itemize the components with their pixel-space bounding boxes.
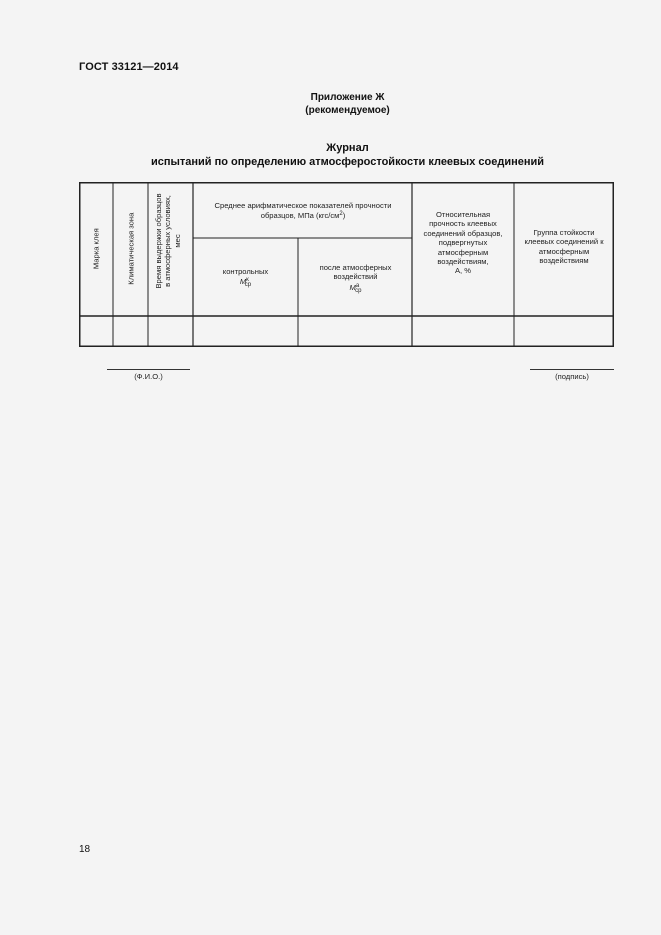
signature-line-name — [107, 369, 190, 370]
col-header-mean-strength — [197, 201, 409, 221]
col-header-after-exposure — [303, 263, 408, 296]
exposure-time-line-1: Время выдержки образцов — [154, 193, 163, 289]
after-sub: ср — [355, 287, 362, 294]
caption-full-name: (Ф.И.О.) — [134, 372, 163, 381]
control-sup: к — [246, 277, 249, 284]
after-symbol-group — [303, 282, 408, 296]
journal-title: Журнал — [326, 142, 369, 154]
mean-strength-sup: 2 — [339, 211, 343, 218]
annex-heading — [0, 91, 661, 117]
col-header-exposure-time — [154, 174, 186, 308]
journal-heading — [0, 141, 661, 169]
col-header-relative-strength — [421, 210, 505, 276]
relative-strength-symbol: A, % — [454, 266, 472, 276]
relative-strength-label: Относительная прочность клеевых соединений образцов, подвергнутых атмосферным воздействиям, — [423, 210, 503, 267]
journal-subtitle: испытаний по определению атмосферостойкости клеевых соединений — [150, 156, 545, 168]
exposure-time-line-2: в атмосферных условиях, — [163, 195, 173, 287]
after-exposure-label: после атмосферных воздействий — [319, 263, 392, 282]
mean-strength-text: Среднее арифматическое показателей прочности образцов, МПа (кгс/см — [214, 201, 392, 221]
col-header-climate-zone: Климатическая зона — [126, 212, 136, 285]
caption-signature: (подпись) — [555, 372, 589, 381]
exposure-time-line-3: мес — [172, 234, 182, 248]
control-sub: ср — [244, 282, 252, 289]
annex-title: Приложение Ж — [310, 92, 385, 103]
journal-table — [79, 182, 614, 347]
mean-strength-end: ) — [342, 211, 346, 221]
control-symbol-group — [197, 276, 294, 290]
col-header-glue-brand: Марка клея — [91, 228, 101, 270]
after-sup: а — [355, 282, 360, 289]
after-symbol: M — [349, 282, 356, 292]
col-header-control — [197, 267, 294, 291]
page-number: 18 — [79, 844, 91, 855]
document-code: ГОСТ 33121—2014 — [79, 61, 179, 73]
control-label: контрольных — [222, 267, 269, 276]
annex-status: (рекомендуемое) — [305, 105, 390, 116]
control-symbol: M — [239, 277, 247, 287]
signature-line-sign — [530, 369, 614, 370]
col-header-resistance-group: Группа стойкости клеевых соединений к атмосферным воздействиям — [524, 228, 604, 266]
